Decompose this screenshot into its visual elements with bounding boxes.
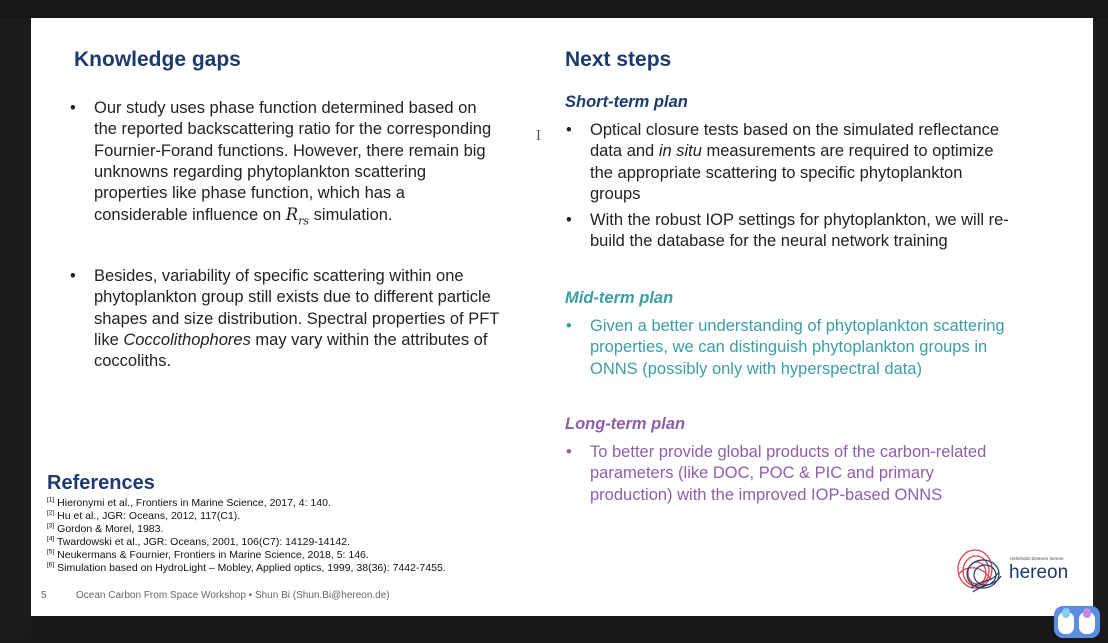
reference-number: [5] xyxy=(47,548,55,556)
reference-number: [6] xyxy=(47,561,55,569)
reference-text: Simulation based on HydroLight – Mobley, Applied optics, 1999, 38(36): 7442-7455. xyxy=(57,562,446,574)
short-term-plan-title: Short-term plan xyxy=(565,93,688,111)
mt1-line-3: ONNS (possibly only with hyperspectral data) xyxy=(590,359,922,378)
mid-term-item-1 xyxy=(562,316,1077,380)
rrs-math-symbol xyxy=(285,205,310,228)
kg1-line-6-suffix: simulation. xyxy=(309,206,393,225)
reference-text: Twardowski et al., JGR: Oceans, 2001, 106(C7): 14129-14142. xyxy=(56,536,350,548)
logo-tagline xyxy=(1010,556,1064,561)
knowledge-gaps-heading: Knowledge gaps xyxy=(74,48,241,71)
long-term-plan-title: Long-term plan xyxy=(565,415,686,433)
kg1-line-1: • Our study uses phase function determined based on xyxy=(94,99,477,117)
kg2-line-4-italic: Coccolithophores xyxy=(123,330,251,349)
lt1-line-3: production) with the improved IOP-based ONNS xyxy=(590,485,943,504)
hereon-logo xyxy=(953,544,1073,600)
short-term-item-2 xyxy=(562,210,1077,253)
references-title: References xyxy=(47,472,155,494)
reference-number: [4] xyxy=(47,535,55,543)
reference-item xyxy=(47,510,446,523)
reference-item xyxy=(47,549,446,562)
reference-number: [2] xyxy=(47,509,55,517)
logo-tagline-2: hereon xyxy=(1049,556,1064,561)
st1-line-1: • Optical closure tests based on the simulated reflectance xyxy=(590,121,1000,139)
app-icon-graphic xyxy=(1052,604,1102,638)
reference-text: Gordon & Morel, 1983. xyxy=(57,523,164,535)
next-steps-heading: Next steps xyxy=(565,48,672,71)
mid-term-plan-title: Mid-term plan xyxy=(565,289,674,307)
long-term-item-1 xyxy=(562,442,1077,506)
st2-line-1: • With the robust IOP settings for phytoplankton, we will re- xyxy=(590,211,1009,230)
reference-number: [3] xyxy=(47,522,55,530)
kg2-line-2: phytoplankton group still exists due to different particle xyxy=(94,288,491,307)
bottom-frame xyxy=(31,616,1093,638)
st1-line-3: the appropriate scattering to specific phytoplankton xyxy=(590,163,963,182)
long-term-list xyxy=(562,442,1077,506)
logo-wordmark: hereon xyxy=(1009,562,1069,583)
mid-term-list xyxy=(562,316,1077,380)
right-frame xyxy=(1093,18,1108,638)
reference-item xyxy=(47,497,446,510)
reference-text: Hu et al., JGR: Oceans, 2012, 117(C1). xyxy=(57,510,241,522)
reference-text: Hieronymi et al., Frontiers in Marine Science, 2017, 4: 140. xyxy=(57,497,331,509)
st2-line-2: build the database for the neural network training xyxy=(590,232,948,251)
reference-item xyxy=(47,523,446,536)
lt1-line-2: parameters (like DOC, POC & PIC and primary xyxy=(590,464,934,483)
hereon-logo-icon xyxy=(953,544,1005,600)
rrs-math-sub: rs xyxy=(298,214,310,228)
reference-text: Neukermans & Fournier, Frontiers in Marine Science, 2018, 5: 146. xyxy=(57,549,369,561)
slide-footer-text: Ocean Carbon From Space Workshop • Shun Bi (Shun.Bi@hereon.de) xyxy=(76,590,390,601)
knowledge-gap-item-1 xyxy=(66,98,536,232)
references-section xyxy=(47,472,446,575)
st1-line-2-prefix: data and xyxy=(590,142,659,161)
kg2-line-1: • Besides, variability of specific scattering within one xyxy=(94,267,464,286)
left-frame xyxy=(0,18,31,638)
kg1-line-4: unknowns regarding phytoplankton scattering xyxy=(94,162,427,181)
st1-line-2 xyxy=(590,141,1077,162)
short-term-item-1 xyxy=(562,120,1077,205)
kg1-line-6-prefix: considerable influence on xyxy=(94,206,286,225)
lt1-line-1: • To better provide global products of the carbon-related xyxy=(590,443,987,461)
app-window-icon[interactable] xyxy=(1052,604,1102,638)
mt1-line-2: properties, we can distinguish phytoplankton groups in xyxy=(590,338,988,357)
reference-item xyxy=(47,536,446,549)
mt1-line-1: • Given a better understanding of phytoplankton scattering xyxy=(590,317,1005,335)
kg2-line-5: coccoliths. xyxy=(94,352,172,371)
slide-page-number: 5 xyxy=(41,590,47,601)
kg2-line-3: shapes and size distribution. Spectral properties of PFT xyxy=(94,309,500,328)
kg2-line-4-prefix: like xyxy=(94,330,124,349)
text-cursor-icon: Ｉ xyxy=(532,128,546,143)
kg2-line-4 xyxy=(94,330,536,351)
kg1-line-2: the reported backscattering ratio for the corresponding xyxy=(94,120,492,139)
knowledge-gap-item-2 xyxy=(66,266,536,372)
st1-line-2-suffix: measurements are required to optimize xyxy=(701,142,994,161)
rrs-math-main: R xyxy=(285,205,299,225)
top-bar xyxy=(0,0,1108,18)
reference-item xyxy=(47,562,446,575)
short-term-list xyxy=(562,120,1077,253)
kg1-line-6 xyxy=(94,204,536,232)
kg2-line-4-suffix: may vary within the attributes of xyxy=(250,330,488,349)
logo-tagline-1: Helmholtz-Zentrum xyxy=(1010,556,1049,561)
kg1-line-5: properties like phase function, which has a xyxy=(94,184,405,203)
reference-number: [1] xyxy=(47,496,55,504)
st1-line-4: groups xyxy=(590,184,641,203)
st1-line-2-italic: in situ xyxy=(658,142,702,161)
presentation-slide xyxy=(31,18,1093,616)
knowledge-gaps-list xyxy=(66,98,536,373)
kg1-line-3: Fournier-Forand functions. However, there remain big xyxy=(94,141,486,160)
